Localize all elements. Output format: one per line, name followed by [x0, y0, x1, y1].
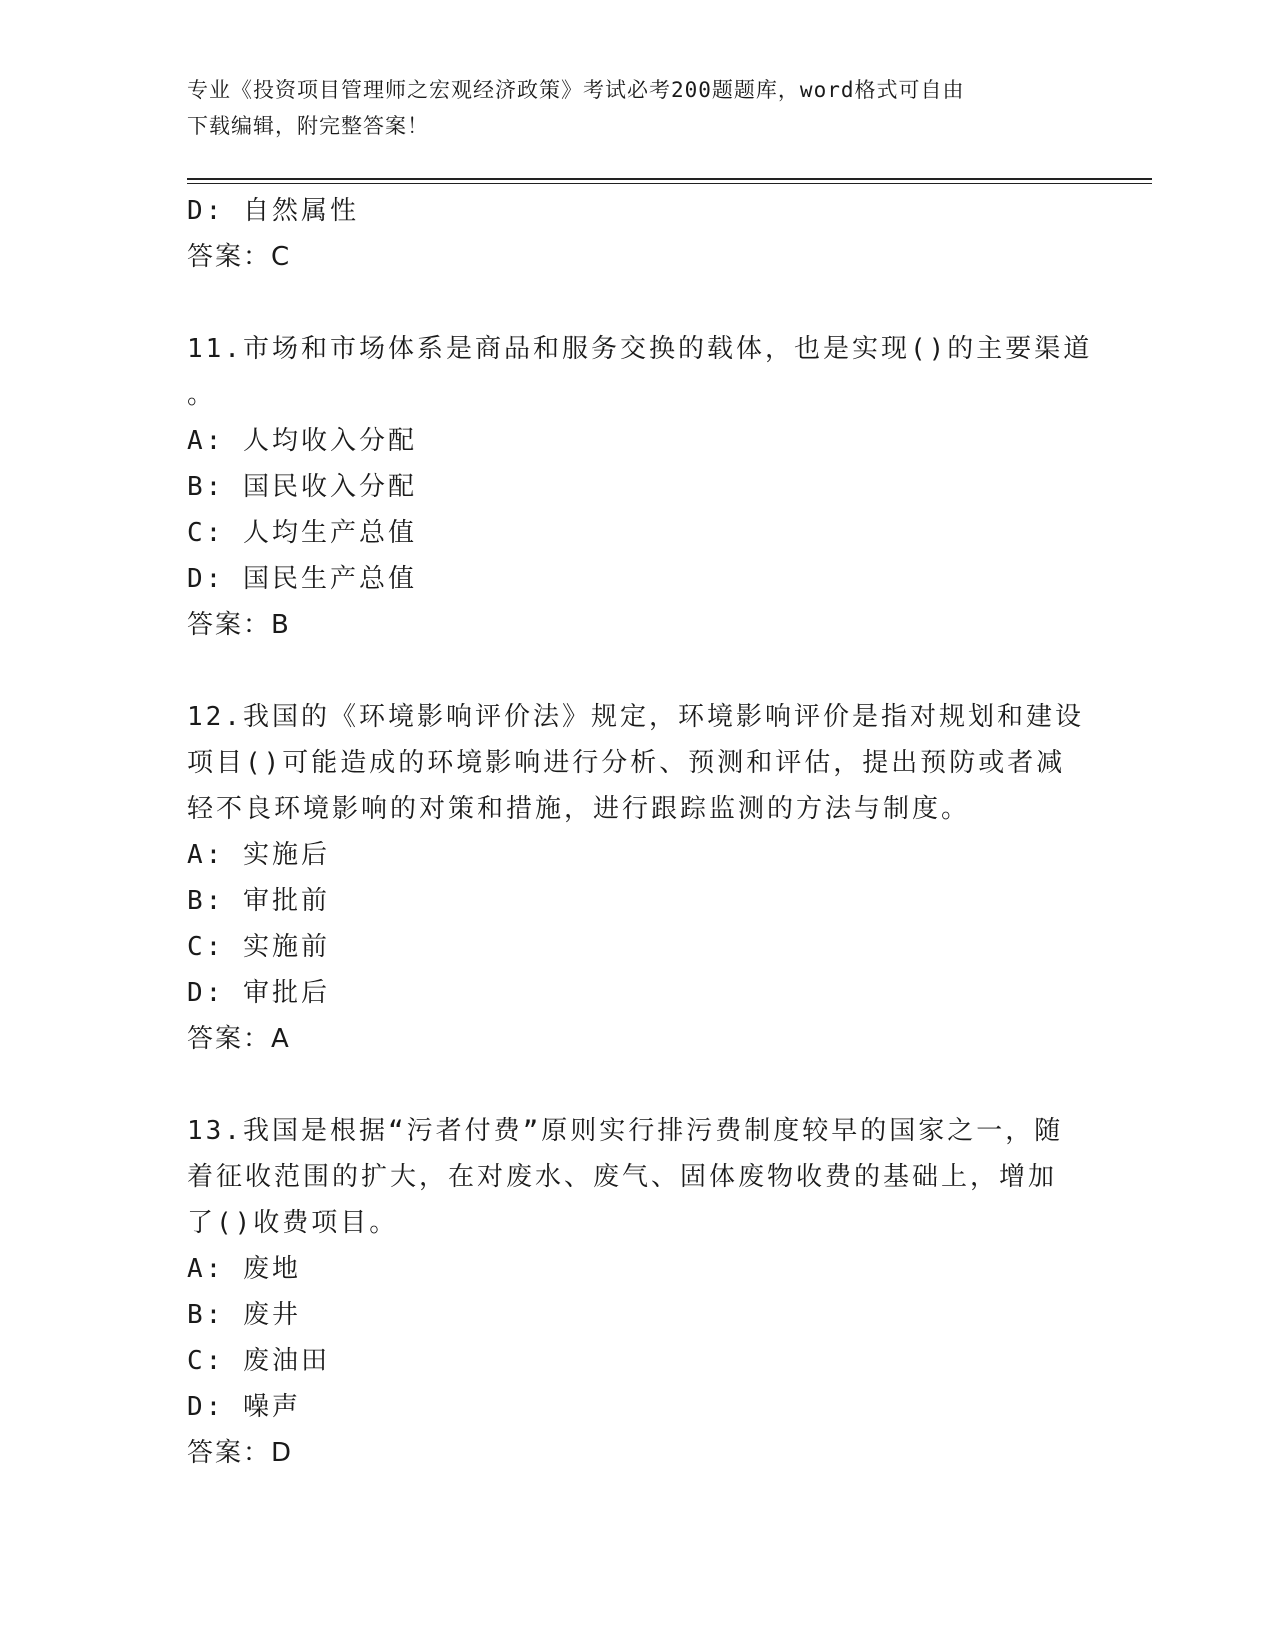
option-d: D: 自然属性	[187, 196, 359, 226]
question-stem-line: 。	[187, 380, 217, 410]
option-d: D: 国民生产总值	[187, 564, 417, 594]
header-line-1: 专业《投资项目管理师之宏观经济政策》考试必考200题题库，word格式可自由	[187, 78, 965, 102]
answer-line: 答案：C	[187, 242, 292, 272]
question-stem-line: 项目()可能造成的环境影响进行分析、预测和评估，提出预防或者减	[187, 748, 1066, 778]
option-c: C: 人均生产总值	[187, 518, 417, 548]
option-c: C: 废油田	[187, 1346, 330, 1376]
header-line-2: 下载编辑，附完整答案！	[187, 114, 429, 138]
option-b: B: 废井	[187, 1300, 301, 1330]
option-a: A: 人均收入分配	[187, 426, 417, 456]
question-stem-line: 了()收费项目。	[187, 1208, 399, 1238]
option-d: D: 噪声	[187, 1392, 301, 1422]
option-d: D: 审批后	[187, 978, 330, 1008]
previous-question-tail	[187, 188, 1067, 280]
question-stem-line: 着征收范围的扩大，在对废水、废气、固体废物收费的基础上，增加	[187, 1162, 1058, 1192]
option-c: C: 实施前	[187, 932, 330, 962]
option-b: B: 国民收入分配	[187, 472, 417, 502]
question-13	[187, 1108, 1067, 1476]
answer-line: 答案：D	[187, 1438, 294, 1468]
question-stem-line: 12.我国的《环境影响评价法》规定，环境影响评价是指对规划和建设	[187, 702, 1084, 732]
answer-line: 答案：A	[187, 1024, 291, 1054]
question-stem-line: 11.市场和市场体系是商品和服务交换的载体，也是实现()的主要渠道	[187, 334, 1093, 364]
question-stem-line: 13.我国是根据“污者付费”原则实行排污费制度较早的国家之一，随	[187, 1116, 1064, 1146]
question-list	[187, 188, 1093, 1522]
page-header	[187, 72, 1087, 144]
question-11	[187, 326, 1093, 648]
header-divider-thin	[187, 183, 1152, 184]
option-a: A: 废地	[187, 1254, 301, 1284]
option-a: A: 实施后	[187, 840, 330, 870]
header-divider-thick	[187, 178, 1152, 180]
question-12	[187, 694, 1084, 1062]
option-b: B: 审批前	[187, 886, 330, 916]
answer-line: 答案：B	[187, 610, 291, 640]
question-stem-line: 轻不良环境影响的对策和措施，进行跟踪监测的方法与制度。	[187, 794, 971, 824]
